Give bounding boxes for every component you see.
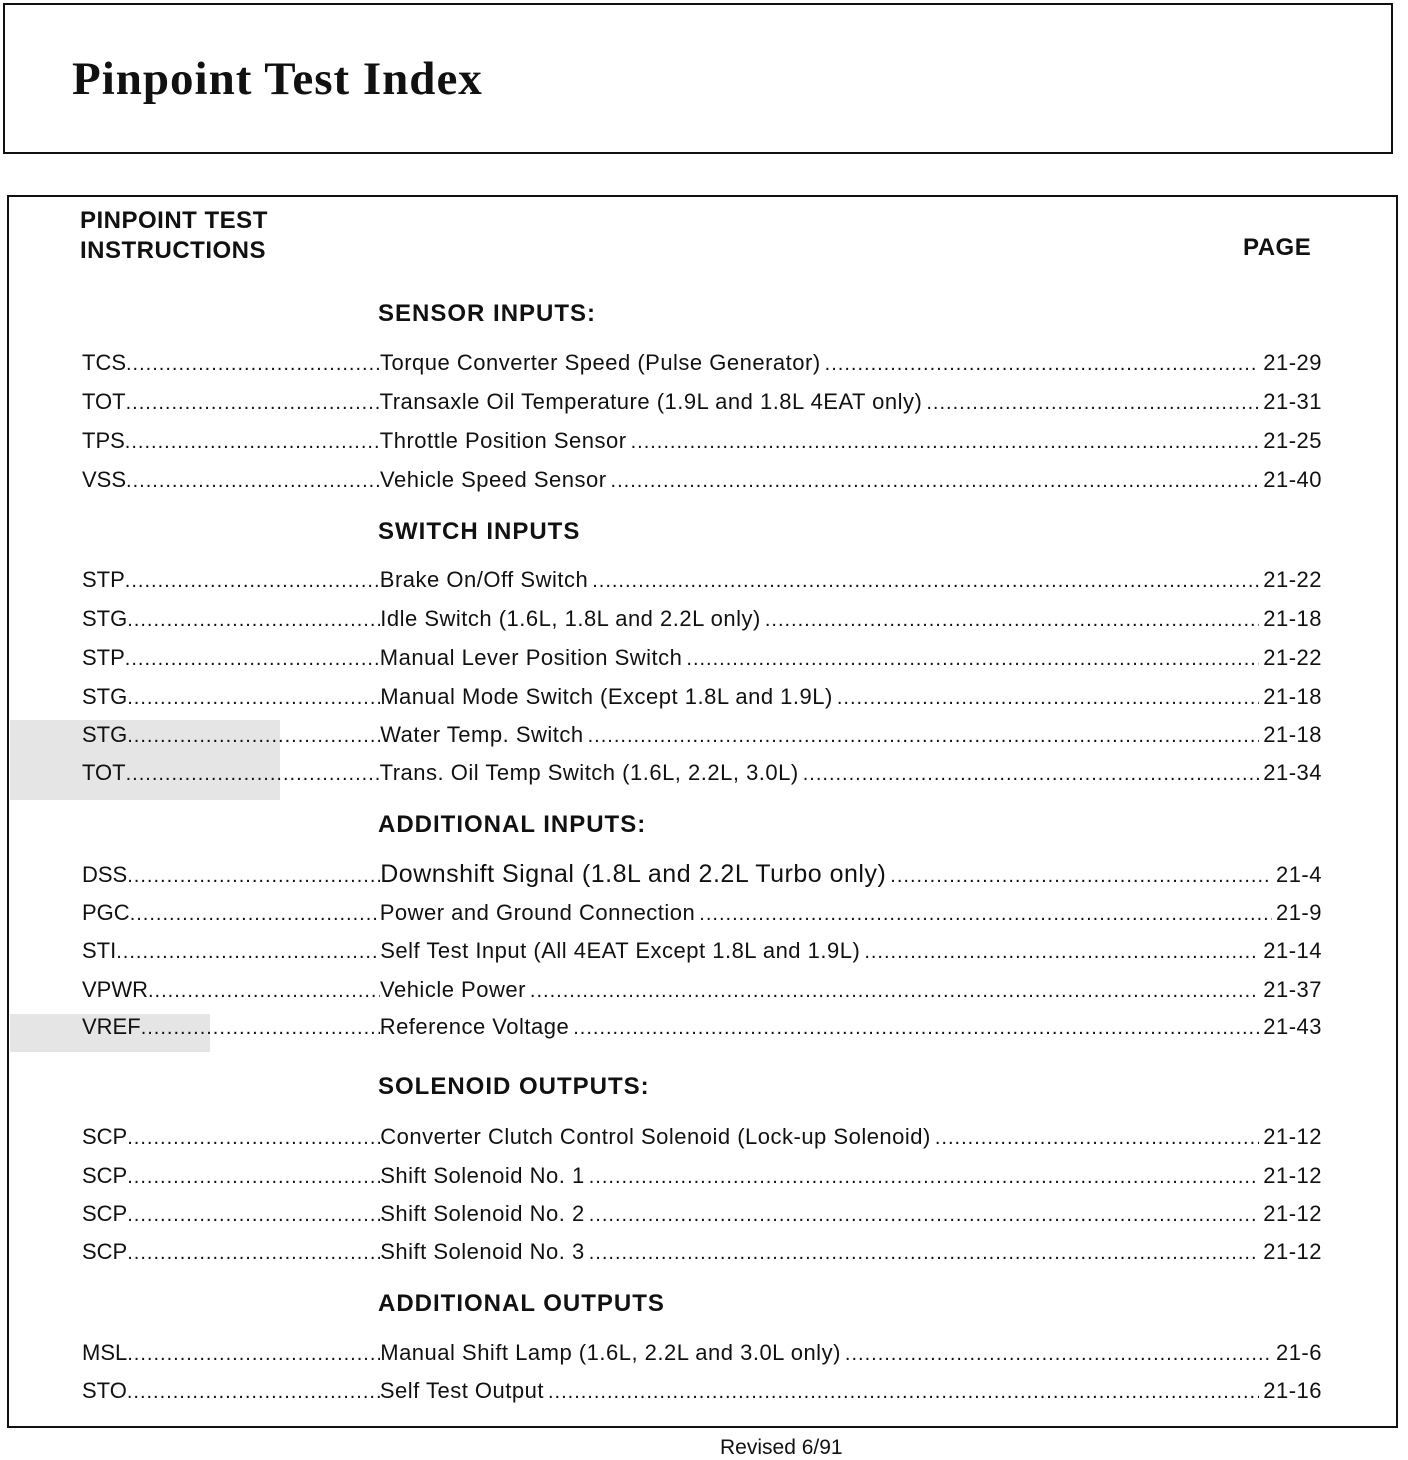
dot-leader	[116, 938, 380, 964]
section-heading-additional-outputs: ADDITIONAL OUTPUTS	[378, 1290, 665, 1317]
test-description: Converter Clutch Control Solenoid (Lock-up Solenoid)	[380, 1124, 931, 1149]
column-header-instructions	[80, 206, 268, 266]
test-code: STI	[82, 938, 117, 963]
index-row	[82, 567, 1322, 597]
test-description: Self Test Output	[379, 1378, 544, 1403]
dot-leader	[125, 567, 380, 593]
page-number: 21-31	[1263, 389, 1322, 414]
dot-leader	[127, 1201, 380, 1227]
test-code: STO	[82, 1378, 127, 1403]
index-row	[82, 1014, 1322, 1044]
dot-leader	[699, 900, 1272, 926]
index-row	[82, 389, 1322, 419]
dot-leader	[765, 606, 1259, 632]
index-row	[82, 606, 1322, 636]
revision-note: Revised 6/91	[720, 1436, 843, 1459]
dot-leader	[589, 1163, 1260, 1189]
test-description: Manual Lever Position Switch	[379, 645, 683, 670]
index-row	[82, 760, 1322, 790]
test-description: Vehicle Power	[380, 977, 526, 1002]
index-row	[82, 1124, 1322, 1154]
dot-leader	[148, 977, 380, 1003]
test-description: Shift Solenoid No. 3	[380, 1239, 585, 1264]
dot-leader	[127, 1378, 380, 1404]
dot-leader	[126, 467, 380, 493]
dot-leader	[890, 862, 1272, 888]
dot-leader	[935, 1124, 1259, 1150]
dot-leader	[127, 606, 380, 632]
test-code: TOT	[82, 760, 126, 785]
test-description: Trans. Oil Temp Switch (1.6L, 2.2L, 3.0L)	[379, 760, 799, 785]
test-code: SCP	[82, 1239, 128, 1264]
page-number: 21-12	[1263, 1163, 1322, 1188]
page-number: 21-22	[1263, 567, 1322, 592]
page-number: 21-12	[1263, 1201, 1322, 1226]
dot-leader	[127, 1239, 380, 1265]
page-number: 21-34	[1263, 760, 1322, 785]
page-number: 21-43	[1263, 1014, 1322, 1039]
test-code: VSS	[82, 467, 127, 492]
page-number: 21-40	[1263, 467, 1322, 492]
test-code: STG	[82, 722, 128, 747]
test-code: STG	[82, 684, 128, 709]
test-description: Vehicle Speed Sensor	[380, 467, 607, 492]
test-code: TOT	[82, 389, 126, 414]
index-row	[82, 1201, 1322, 1231]
index-row	[82, 428, 1322, 458]
dot-leader	[926, 389, 1259, 415]
test-description: Water Temp. Switch	[380, 722, 584, 747]
page-title: Pinpoint Test Index	[72, 53, 483, 105]
dot-leader	[803, 760, 1260, 786]
dot-leader	[126, 389, 380, 415]
test-code: MSL	[82, 1340, 128, 1365]
page-number: 21-14	[1263, 938, 1322, 963]
test-description: Reference Voltage	[379, 1014, 570, 1039]
test-description: Idle Switch (1.6L, 1.8L and 2.2L only)	[380, 606, 761, 631]
index-row	[82, 977, 1322, 1007]
test-code: STP	[82, 645, 125, 670]
dot-leader	[127, 1163, 380, 1189]
dot-leader	[127, 684, 380, 710]
page-number: 21-18	[1263, 606, 1322, 631]
test-description: Power and Ground Connection	[379, 900, 696, 925]
test-description: Self Test Input (All 4EAT Except 1.8L and 1.9L)	[380, 938, 861, 963]
dot-leader	[530, 977, 1259, 1003]
page-number: 21-22	[1263, 645, 1322, 670]
dot-leader	[588, 722, 1260, 748]
test-code: SCP	[82, 1201, 128, 1226]
index-row	[82, 1163, 1322, 1193]
page-number: 21-25	[1263, 428, 1322, 453]
dot-leader	[126, 760, 380, 786]
test-description: Manual Mode Switch (Except 1.8L and 1.9L)	[380, 684, 833, 709]
test-code: SCP	[82, 1163, 128, 1188]
dot-leader	[825, 350, 1260, 376]
dot-leader	[127, 862, 380, 888]
index-row	[82, 684, 1322, 714]
section-heading-solenoid-outputs: SOLENOID OUTPUTS:	[378, 1073, 650, 1100]
test-code: VPWR	[82, 977, 148, 1002]
test-description: Downshift Signal (1.8L and 2.2L Turbo only)	[380, 860, 887, 888]
section-heading-additional-inputs: ADDITIONAL INPUTS:	[378, 811, 647, 838]
dot-leader	[864, 938, 1259, 964]
test-description: Manual Shift Lamp (1.6L, 2.2L and 3.0L only)	[380, 1340, 841, 1365]
test-description: Throttle Position Sensor	[379, 428, 627, 453]
test-description: Shift Solenoid No. 1	[380, 1163, 585, 1188]
test-code: TPS	[82, 428, 125, 453]
dot-leader	[130, 900, 380, 926]
page-number: 21-18	[1263, 684, 1322, 709]
section-heading-sensor-inputs: SENSOR INPUTS:	[378, 300, 597, 327]
page-number: 21-18	[1263, 722, 1322, 747]
dot-leader	[548, 1378, 1259, 1404]
dot-leader	[589, 1239, 1260, 1265]
page-number: 21-12	[1263, 1239, 1322, 1264]
dot-leader	[592, 567, 1259, 593]
dot-leader	[141, 1014, 380, 1040]
index-row	[82, 1378, 1322, 1408]
page-number: 21-29	[1263, 350, 1322, 375]
dot-leader	[126, 350, 380, 376]
index-row	[82, 350, 1322, 380]
page-number: 21-9	[1275, 900, 1322, 925]
index-row	[82, 1239, 1322, 1269]
page-number: 21-16	[1263, 1378, 1322, 1403]
dot-leader	[125, 428, 380, 454]
test-description: Shift Solenoid No. 2	[380, 1201, 585, 1226]
dot-leader	[127, 1340, 380, 1366]
test-code: STG	[82, 606, 128, 631]
dot-leader	[127, 722, 380, 748]
test-code: STP	[82, 567, 125, 592]
column-header-line-2: INSTRUCTIONS	[80, 237, 266, 264]
index-row	[82, 1340, 1322, 1370]
test-description: Transaxle Oil Temperature (1.9L and 1.8L 4EAT only)	[379, 389, 923, 414]
dot-leader	[611, 467, 1260, 493]
section-heading-switch-inputs: SWITCH INPUTS	[378, 518, 581, 545]
index-row	[82, 860, 1322, 890]
index-row	[82, 722, 1322, 752]
page-number: 21-37	[1263, 977, 1322, 1002]
page-number: 21-4	[1275, 862, 1322, 887]
dot-leader	[573, 1014, 1259, 1040]
test-description: Torque Converter Speed (Pulse Generator)	[380, 350, 821, 375]
index-row	[82, 900, 1322, 930]
dot-leader	[631, 428, 1260, 454]
dot-leader	[845, 1340, 1272, 1366]
test-code: PGC	[82, 900, 130, 925]
column-header-page: PAGE	[1243, 234, 1312, 261]
index-row	[82, 938, 1322, 968]
test-code: SCP	[82, 1124, 128, 1149]
dot-leader	[125, 645, 380, 671]
dot-leader	[686, 645, 1259, 671]
page-number: 21-6	[1275, 1340, 1322, 1365]
index-row	[82, 467, 1322, 497]
test-code: TCS	[82, 350, 126, 375]
page-number: 21-12	[1263, 1124, 1322, 1149]
dot-leader	[127, 1124, 380, 1150]
dot-leader	[589, 1201, 1260, 1227]
index-row	[82, 645, 1322, 675]
test-code: VREF	[82, 1014, 141, 1039]
test-code: DSS	[82, 862, 128, 887]
dot-leader	[837, 684, 1259, 710]
column-header-line-1: PINPOINT TEST	[80, 207, 268, 234]
test-description: Brake On/Off Switch	[379, 567, 589, 592]
